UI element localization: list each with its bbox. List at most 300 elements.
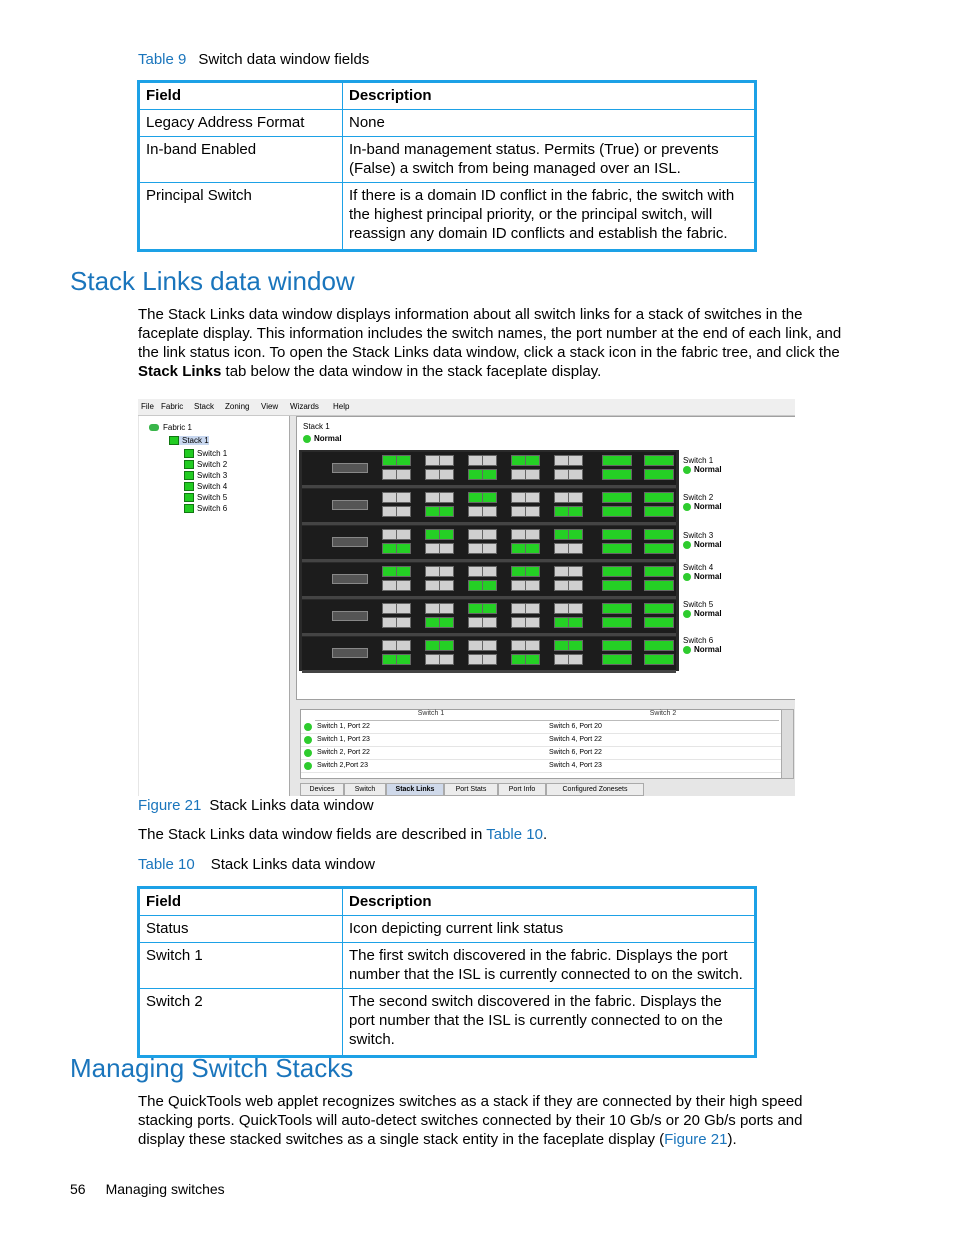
figure21-text: Stack Links data window bbox=[209, 797, 374, 814]
switch-status-text: Normal bbox=[694, 572, 722, 581]
switch-status bbox=[683, 502, 722, 511]
port-icon[interactable] bbox=[439, 506, 454, 517]
port-icon[interactable] bbox=[525, 506, 540, 517]
port-icon[interactable] bbox=[382, 617, 397, 628]
port-icon[interactable] bbox=[525, 603, 540, 614]
port-icon[interactable] bbox=[482, 543, 497, 554]
table-row bbox=[139, 183, 756, 251]
tree-label-switch: Switch 3 bbox=[197, 471, 228, 480]
stacking-port-icon[interactable] bbox=[602, 617, 632, 628]
stack-status-text: Normal bbox=[314, 434, 342, 443]
menu-bar bbox=[138, 399, 795, 416]
table10-cell-field: Switch 1 bbox=[139, 943, 343, 989]
status-ok-icon bbox=[683, 610, 691, 618]
port-icon[interactable] bbox=[525, 580, 540, 591]
section2-text: The QuickTools web applet recognizes switches as a stack if they are connected by their high speed stacking ports. QuickTools will auto-detect switches connected by their 10 Gb/s or 20 Gb/s ports and display these stacked switches as a single stack entity in the faceplate display ( bbox=[138, 1093, 803, 1148]
port-icon[interactable] bbox=[482, 603, 497, 614]
stacking-port-icon[interactable] bbox=[602, 469, 632, 480]
stacking-port-icon[interactable] bbox=[644, 469, 674, 480]
link-status-icon bbox=[304, 736, 312, 744]
port-icon[interactable] bbox=[382, 469, 397, 480]
port-icon[interactable] bbox=[554, 529, 569, 540]
stack-icon bbox=[169, 436, 179, 445]
port-icon[interactable] bbox=[525, 469, 540, 480]
port-icon[interactable] bbox=[568, 492, 583, 503]
port-icon[interactable] bbox=[396, 566, 411, 577]
stacking-port-icon[interactable] bbox=[644, 506, 674, 517]
port-icon[interactable] bbox=[554, 603, 569, 614]
port-icon[interactable] bbox=[382, 654, 397, 665]
port-icon[interactable] bbox=[468, 580, 483, 591]
port-icon[interactable] bbox=[382, 529, 397, 540]
port-icon[interactable] bbox=[568, 566, 583, 577]
port-icon[interactable] bbox=[396, 529, 411, 540]
port-icon[interactable] bbox=[525, 617, 540, 628]
faceplate-switch-1[interactable] bbox=[302, 452, 676, 488]
status-ok-icon bbox=[303, 435, 311, 443]
switch-status-text: Normal bbox=[694, 609, 722, 618]
port-icon[interactable] bbox=[382, 640, 397, 651]
table9-cell-desc: None bbox=[343, 110, 756, 137]
section2-paragraph bbox=[138, 1092, 850, 1149]
port-icon[interactable] bbox=[554, 640, 569, 651]
stacking-port-icon[interactable] bbox=[644, 617, 674, 628]
stacking-port-icon[interactable] bbox=[602, 566, 632, 577]
stacking-port-icon[interactable] bbox=[602, 506, 632, 517]
port-icon[interactable] bbox=[382, 603, 397, 614]
port-icon[interactable] bbox=[439, 640, 454, 651]
stack-status bbox=[303, 434, 342, 443]
table9-cell-desc: If there is a domain ID conflict in the fabric, the switch with the highest principal priority, or the principal switch, will reassign any domain ID conflicts and establish the fabric. bbox=[343, 183, 756, 251]
stacking-port-icon[interactable] bbox=[602, 640, 632, 651]
links-cell-switch-1: Switch 2,Port 23 bbox=[317, 762, 368, 769]
switch-status bbox=[683, 609, 722, 618]
menu-item-view[interactable]: View bbox=[261, 402, 279, 411]
stacking-port-icon[interactable] bbox=[602, 455, 632, 466]
switch-chassis-logo bbox=[332, 648, 368, 658]
stacking-port-icon[interactable] bbox=[644, 640, 674, 651]
port-icon[interactable] bbox=[439, 654, 454, 665]
reference-text-end: . bbox=[542, 826, 548, 843]
port-icon[interactable] bbox=[425, 654, 440, 665]
switch-label-4 bbox=[683, 563, 722, 581]
switch-chassis-logo bbox=[332, 611, 368, 621]
links-cell-switch-1: Switch 1, Port 23 bbox=[317, 736, 370, 743]
fabric-icon bbox=[149, 424, 159, 431]
table-row[interactable] bbox=[301, 760, 781, 773]
tree-node-switch-5[interactable] bbox=[184, 493, 227, 502]
tree-node-switch-6[interactable] bbox=[184, 504, 227, 513]
stacking-port-icon[interactable] bbox=[602, 543, 632, 554]
port-icon[interactable] bbox=[382, 566, 397, 577]
port-icon[interactable] bbox=[439, 529, 454, 540]
port-icon[interactable] bbox=[425, 529, 440, 540]
section1-text: The Stack Links data window displays information about all switch links for a stack of switches in the faceplate display. This information includes the switch names, the port number at the end of each link, and the link status icon. To open the Stack Links data window, click a stack icon in the fabric tree, and click the bbox=[138, 306, 842, 361]
switch-icon bbox=[184, 482, 194, 491]
table10-header-field: Field bbox=[139, 888, 343, 916]
table10-cell-desc: The first switch discovered in the fabric. Displays the port number that the ISL is currently connected to on the switch. bbox=[343, 943, 756, 989]
table-row[interactable] bbox=[301, 747, 781, 760]
port-icon[interactable] bbox=[468, 543, 483, 554]
port-icon[interactable] bbox=[396, 580, 411, 591]
port-icon[interactable] bbox=[482, 529, 497, 540]
port-icon[interactable] bbox=[396, 469, 411, 480]
status-ok-icon bbox=[683, 466, 691, 474]
tree-node-switch-3[interactable] bbox=[184, 471, 227, 480]
port-icon[interactable] bbox=[382, 492, 397, 503]
switch-status-text: Normal bbox=[694, 465, 722, 474]
port-icon[interactable] bbox=[525, 543, 540, 554]
port-icon[interactable] bbox=[568, 469, 583, 480]
port-icon[interactable] bbox=[511, 617, 526, 628]
port-icon[interactable] bbox=[511, 543, 526, 554]
port-icon[interactable] bbox=[568, 529, 583, 540]
port-icon[interactable] bbox=[396, 603, 411, 614]
port-icon[interactable] bbox=[439, 492, 454, 503]
tree-label-switch: Switch 5 bbox=[197, 493, 228, 502]
link-status-icon bbox=[304, 762, 312, 770]
port-icon[interactable] bbox=[439, 603, 454, 614]
switch-status-text: Normal bbox=[694, 502, 722, 511]
port-icon[interactable] bbox=[554, 469, 569, 480]
faceplate-switch-6[interactable] bbox=[302, 637, 676, 673]
tree-label-fabric: Fabric 1 bbox=[163, 423, 192, 432]
tree-label-stack: Stack 1 bbox=[182, 436, 209, 445]
port-icon[interactable] bbox=[468, 455, 483, 466]
stacking-port-icon[interactable] bbox=[644, 543, 674, 554]
port-icon[interactable] bbox=[568, 617, 583, 628]
table-row[interactable] bbox=[301, 734, 781, 747]
table-row bbox=[139, 916, 756, 943]
table10-caption-label: Table 10 bbox=[138, 856, 195, 873]
port-icon[interactable] bbox=[425, 506, 440, 517]
port-icon[interactable] bbox=[425, 455, 440, 466]
port-icon[interactable] bbox=[468, 603, 483, 614]
table9-header-description: Description bbox=[343, 82, 756, 110]
port-icon[interactable] bbox=[568, 580, 583, 591]
switch-name: Switch 6 bbox=[683, 636, 714, 645]
table-row bbox=[139, 989, 756, 1057]
link-status-icon bbox=[304, 723, 312, 731]
fabric-tree bbox=[139, 416, 290, 796]
port-icon[interactable] bbox=[468, 506, 483, 517]
table9-caption bbox=[138, 51, 369, 68]
port-icon[interactable] bbox=[568, 506, 583, 517]
port-icon[interactable] bbox=[468, 492, 483, 503]
port-icon[interactable] bbox=[482, 617, 497, 628]
links-cell-switch-1: Switch 2, Port 22 bbox=[317, 749, 370, 756]
port-icon[interactable] bbox=[511, 566, 526, 577]
port-icon[interactable] bbox=[511, 492, 526, 503]
table10-caption-text: Stack Links data window bbox=[210, 856, 375, 873]
table9-cell-desc: In-band management status. Permits (True) or prevents (False) a switch from being managed over an ISL. bbox=[343, 137, 756, 183]
table10-cell-desc: The second switch discovered in the fabric. Displays the port number that the ISL is currently connected to on the switch. bbox=[343, 989, 756, 1057]
table10-reference-paragraph bbox=[138, 825, 547, 844]
port-icon[interactable] bbox=[482, 654, 497, 665]
page-footer bbox=[70, 1181, 225, 1197]
port-icon[interactable] bbox=[439, 580, 454, 591]
figure21-link[interactable]: Figure 21 bbox=[664, 1131, 728, 1148]
port-icon[interactable] bbox=[468, 566, 483, 577]
port-icon[interactable] bbox=[482, 566, 497, 577]
port-icon[interactable] bbox=[511, 506, 526, 517]
stacking-port-icon[interactable] bbox=[602, 603, 632, 614]
status-ok-icon bbox=[683, 541, 691, 549]
port-icon[interactable] bbox=[382, 580, 397, 591]
table9-cell-field: Principal Switch bbox=[139, 183, 343, 251]
section-heading-managing-stacks: Managing Switch Stacks bbox=[70, 1053, 354, 1083]
port-icon[interactable] bbox=[568, 640, 583, 651]
section2-text-end: ). bbox=[727, 1131, 737, 1148]
links-cell-switch-2: Switch 4, Port 23 bbox=[549, 762, 602, 769]
port-icon[interactable] bbox=[511, 640, 526, 651]
stack-links-table bbox=[300, 709, 782, 779]
stacking-port-icon[interactable] bbox=[602, 529, 632, 540]
tree-label-switch: Switch 2 bbox=[197, 460, 228, 469]
stack-title: Stack 1 bbox=[303, 422, 330, 431]
port-icon[interactable] bbox=[425, 617, 440, 628]
switch-label-2 bbox=[683, 493, 722, 511]
stacking-port-icon[interactable] bbox=[644, 654, 674, 665]
tree-label-switch: Switch 1 bbox=[197, 449, 228, 458]
switch-name: Switch 4 bbox=[683, 563, 714, 572]
switch-icon bbox=[184, 504, 194, 513]
status-ok-icon bbox=[683, 573, 691, 581]
tree-node-switch-2[interactable] bbox=[184, 460, 227, 469]
port-icon[interactable] bbox=[468, 654, 483, 665]
tab-port-stats[interactable]: Port Stats bbox=[444, 783, 498, 796]
menu-item-stack[interactable]: Stack bbox=[194, 402, 215, 411]
stacking-port-icon[interactable] bbox=[644, 492, 674, 503]
port-icon[interactable] bbox=[425, 543, 440, 554]
port-icon[interactable] bbox=[482, 640, 497, 651]
port-icon[interactable] bbox=[468, 469, 483, 480]
table9-header-field: Field bbox=[139, 82, 343, 110]
port-icon[interactable] bbox=[482, 492, 497, 503]
table9-cell-field: Legacy Address Format bbox=[139, 110, 343, 137]
port-icon[interactable] bbox=[482, 506, 497, 517]
status-ok-icon bbox=[683, 503, 691, 511]
tab-port-info[interactable]: Port Info bbox=[498, 783, 546, 796]
faceplate-switch-3[interactable] bbox=[302, 526, 676, 562]
port-icon[interactable] bbox=[382, 455, 397, 466]
port-icon[interactable] bbox=[382, 543, 397, 554]
switch-name: Switch 3 bbox=[683, 531, 714, 540]
section1-bold-text: Stack Links bbox=[138, 363, 222, 380]
port-icon[interactable] bbox=[554, 492, 569, 503]
table10-caption bbox=[138, 856, 375, 873]
tree-label-switch: Switch 6 bbox=[197, 504, 228, 513]
tab-configured-zonesets[interactable]: Configured Zonesets bbox=[546, 783, 644, 796]
tab-devices[interactable]: Devices bbox=[300, 783, 344, 796]
reference-text: The Stack Links data window fields are described in bbox=[138, 826, 487, 843]
port-icon[interactable] bbox=[511, 603, 526, 614]
switch-status bbox=[683, 645, 722, 654]
port-icon[interactable] bbox=[554, 617, 569, 628]
page-number: 56 bbox=[70, 1181, 86, 1197]
switch-label-3 bbox=[683, 531, 722, 549]
links-header-switch-1[interactable]: Switch 1 bbox=[315, 710, 547, 721]
port-icon[interactable] bbox=[554, 455, 569, 466]
tab-stack-links[interactable]: Stack Links bbox=[386, 783, 444, 796]
links-scrollbar[interactable] bbox=[781, 709, 794, 779]
port-icon[interactable] bbox=[396, 492, 411, 503]
port-icon[interactable] bbox=[439, 617, 454, 628]
port-icon[interactable] bbox=[554, 506, 569, 517]
tree-node-switch-4[interactable] bbox=[184, 482, 227, 491]
table-row bbox=[139, 110, 756, 137]
switch-icon bbox=[184, 449, 194, 458]
faceplate-switch-5[interactable] bbox=[302, 600, 676, 636]
switch-chassis-logo bbox=[332, 463, 368, 473]
switch-status bbox=[683, 540, 722, 549]
switch-chassis-logo bbox=[332, 500, 368, 510]
stacking-port-icon[interactable] bbox=[644, 566, 674, 577]
switch-label-5 bbox=[683, 600, 722, 618]
menu-item-help[interactable]: Help bbox=[333, 402, 350, 411]
port-icon[interactable] bbox=[425, 566, 440, 577]
port-icon[interactable] bbox=[525, 492, 540, 503]
tree-node-switch-1[interactable] bbox=[184, 449, 227, 458]
switch-label-6 bbox=[683, 636, 722, 654]
port-icon[interactable] bbox=[396, 617, 411, 628]
stack-links-screenshot bbox=[138, 399, 795, 796]
links-cell-switch-2: Switch 6, Port 20 bbox=[549, 723, 602, 730]
switch-status bbox=[683, 572, 722, 581]
port-icon[interactable] bbox=[511, 469, 526, 480]
table10 bbox=[137, 886, 757, 1058]
menu-item-file[interactable]: File bbox=[141, 402, 154, 411]
port-icon[interactable] bbox=[511, 654, 526, 665]
port-icon[interactable] bbox=[568, 543, 583, 554]
switch-name: Switch 1 bbox=[683, 456, 714, 465]
table10-cell-field: Status bbox=[139, 916, 343, 943]
switch-status bbox=[683, 465, 722, 474]
switch-status-text: Normal bbox=[694, 540, 722, 549]
table-row[interactable] bbox=[301, 721, 781, 734]
links-cell-switch-1: Switch 1, Port 22 bbox=[317, 723, 370, 730]
figure21-label: Figure 21 bbox=[138, 797, 202, 814]
stacking-port-icon[interactable] bbox=[644, 455, 674, 466]
port-icon[interactable] bbox=[382, 506, 397, 517]
port-icon[interactable] bbox=[554, 580, 569, 591]
switch-icon bbox=[184, 493, 194, 502]
stacking-port-icon[interactable] bbox=[644, 603, 674, 614]
port-icon[interactable] bbox=[425, 640, 440, 651]
port-icon[interactable] bbox=[554, 654, 569, 665]
port-icon[interactable] bbox=[482, 455, 497, 466]
port-icon[interactable] bbox=[468, 640, 483, 651]
switch-icon bbox=[184, 471, 194, 480]
switch-icon bbox=[184, 460, 194, 469]
section-heading-stack-links: Stack Links data window bbox=[70, 266, 355, 296]
port-icon[interactable] bbox=[425, 492, 440, 503]
port-icon[interactable] bbox=[511, 580, 526, 591]
port-icon[interactable] bbox=[396, 640, 411, 651]
table9-cell-field: In-band Enabled bbox=[139, 137, 343, 183]
section1-paragraph bbox=[138, 305, 850, 381]
menu-item-zoning[interactable]: Zoning bbox=[225, 402, 250, 411]
stacking-port-icon[interactable] bbox=[602, 580, 632, 591]
port-icon[interactable] bbox=[396, 654, 411, 665]
faceplate-switch-4[interactable] bbox=[302, 563, 676, 599]
port-icon[interactable] bbox=[568, 603, 583, 614]
port-icon[interactable] bbox=[425, 469, 440, 480]
table-row bbox=[139, 137, 756, 183]
table10-cell-desc: Icon depicting current link status bbox=[343, 916, 756, 943]
faceplate-switch-2[interactable] bbox=[302, 489, 676, 525]
tree-label-switch: Switch 4 bbox=[197, 482, 228, 491]
port-icon[interactable] bbox=[468, 529, 483, 540]
port-icon[interactable] bbox=[525, 455, 540, 466]
menu-item-fabric[interactable]: Fabric bbox=[161, 402, 184, 411]
switch-name: Switch 5 bbox=[683, 600, 714, 609]
links-header-switch-2[interactable]: Switch 2 bbox=[547, 710, 779, 721]
port-icon[interactable] bbox=[525, 529, 540, 540]
figure21-caption bbox=[138, 797, 374, 814]
port-icon[interactable] bbox=[439, 455, 454, 466]
stacking-port-icon[interactable] bbox=[644, 580, 674, 591]
switch-chassis-logo bbox=[332, 574, 368, 584]
port-icon[interactable] bbox=[439, 469, 454, 480]
port-icon[interactable] bbox=[439, 566, 454, 577]
port-icon[interactable] bbox=[396, 543, 411, 554]
footer-chapter: Managing switches bbox=[105, 1181, 225, 1197]
link-status-icon bbox=[304, 749, 312, 757]
switch-faceplates bbox=[299, 450, 679, 671]
switch-name: Switch 2 bbox=[683, 493, 714, 502]
port-icon[interactable] bbox=[425, 580, 440, 591]
section1-text-end: tab below the data window in the stack faceplate display. bbox=[221, 363, 602, 380]
port-icon[interactable] bbox=[554, 566, 569, 577]
table10-cell-field: Switch 2 bbox=[139, 989, 343, 1057]
switch-chassis-logo bbox=[332, 537, 368, 547]
links-cell-switch-2: Switch 4, Port 22 bbox=[549, 736, 602, 743]
port-icon[interactable] bbox=[396, 455, 411, 466]
port-icon[interactable] bbox=[568, 455, 583, 466]
switch-label-1 bbox=[683, 456, 722, 474]
stacking-port-icon[interactable] bbox=[602, 492, 632, 503]
switch-status-text: Normal bbox=[694, 645, 722, 654]
stacking-port-icon[interactable] bbox=[644, 529, 674, 540]
port-icon[interactable] bbox=[525, 654, 540, 665]
table9-caption-label: Table 9 bbox=[138, 51, 187, 68]
links-cell-switch-2: Switch 6, Port 22 bbox=[549, 749, 602, 756]
table10-header-description: Description bbox=[343, 888, 756, 916]
port-icon[interactable] bbox=[525, 566, 540, 577]
table9-caption-text: Switch data window fields bbox=[198, 51, 370, 68]
port-icon[interactable] bbox=[511, 529, 526, 540]
port-icon[interactable] bbox=[554, 543, 569, 554]
tree-node-stack[interactable] bbox=[169, 436, 209, 445]
port-icon[interactable] bbox=[511, 455, 526, 466]
tab-switch[interactable]: Switch bbox=[344, 783, 386, 796]
port-icon[interactable] bbox=[525, 640, 540, 651]
stacking-port-icon[interactable] bbox=[602, 654, 632, 665]
tree-node-fabric[interactable] bbox=[149, 423, 192, 432]
port-icon[interactable] bbox=[396, 506, 411, 517]
port-icon[interactable] bbox=[468, 617, 483, 628]
port-icon[interactable] bbox=[482, 469, 497, 480]
port-icon[interactable] bbox=[568, 654, 583, 665]
port-icon[interactable] bbox=[425, 603, 440, 614]
status-ok-icon bbox=[683, 646, 691, 654]
table9 bbox=[137, 80, 757, 252]
menu-item-wizards[interactable]: Wizards bbox=[290, 402, 319, 411]
table10-link[interactable]: Table 10 bbox=[486, 826, 543, 843]
port-icon[interactable] bbox=[439, 543, 454, 554]
port-icon[interactable] bbox=[482, 580, 497, 591]
